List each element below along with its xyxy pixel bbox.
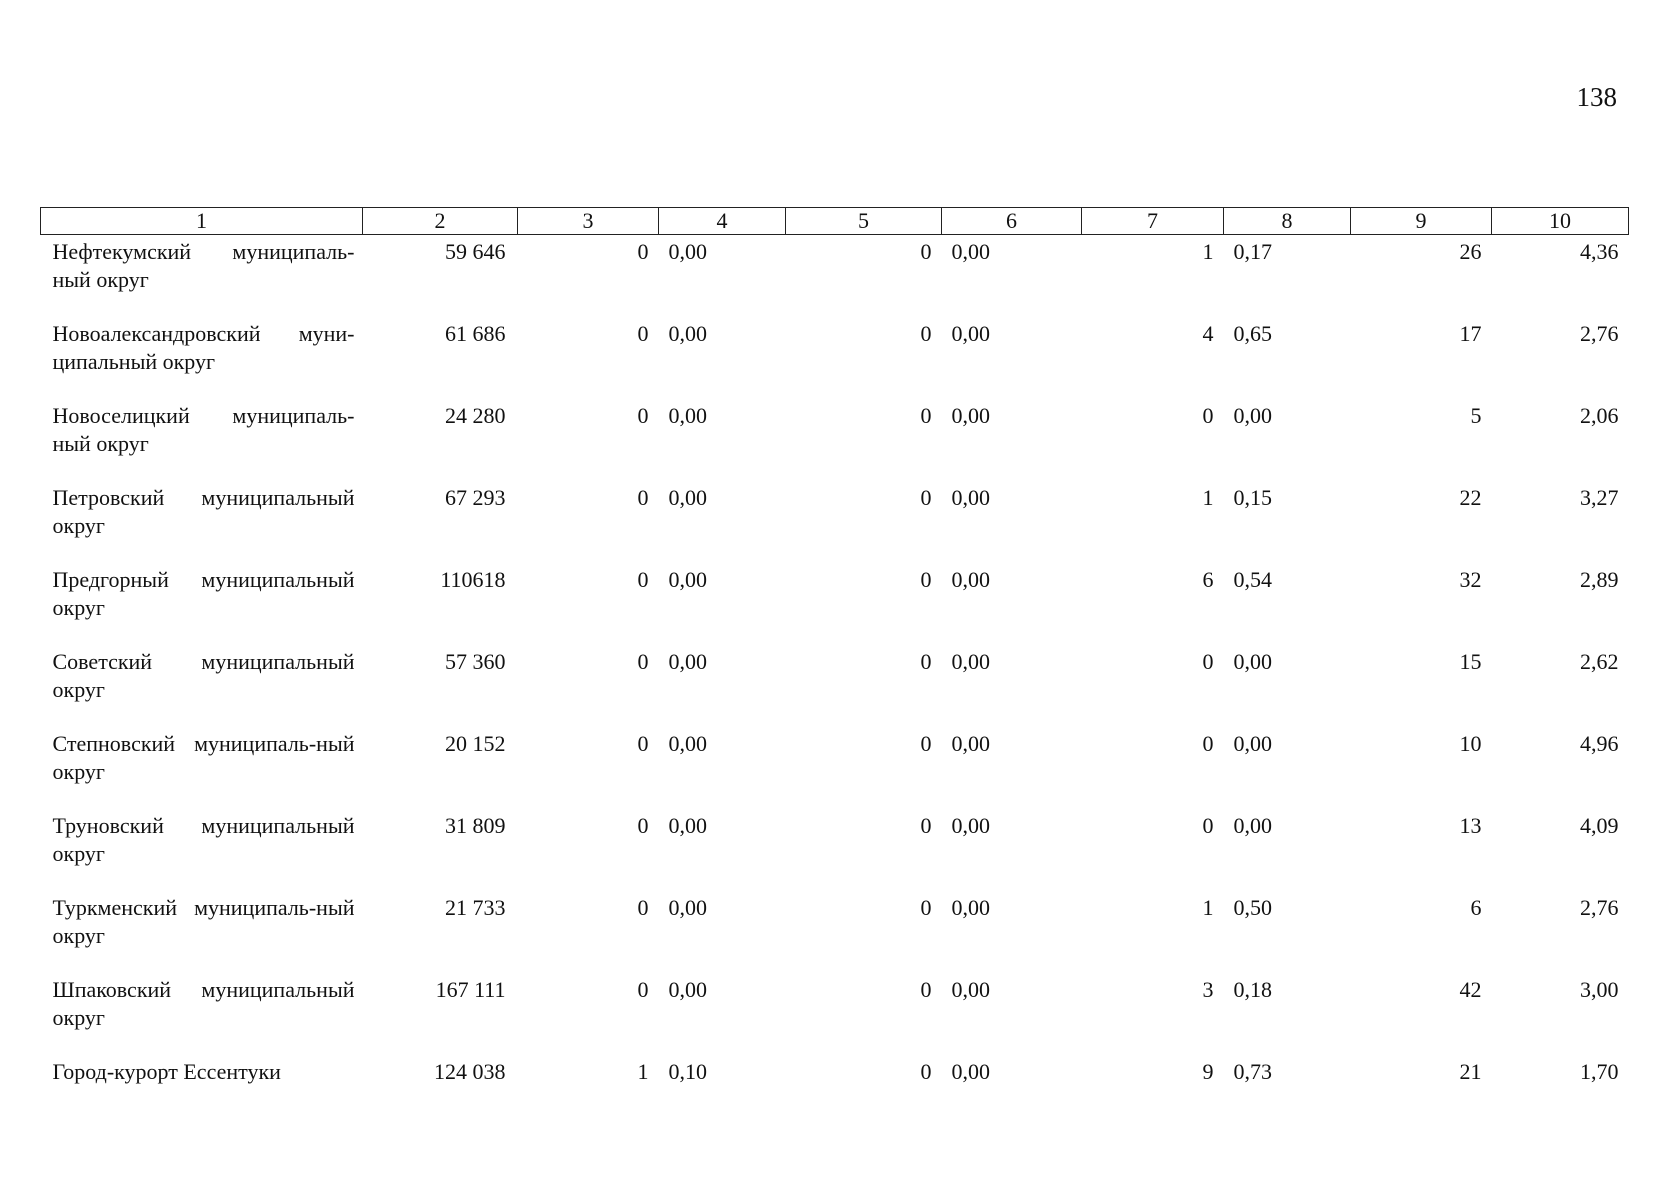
table-cell: 0,00 <box>668 239 707 264</box>
table-cell: 0,00 <box>951 894 990 920</box>
district-name: Город-курорт Ессентуки <box>52 1058 281 1084</box>
table-row <box>41 891 1629 973</box>
column-header: 3 <box>518 208 659 235</box>
table-row <box>41 317 1629 399</box>
table-cell: 0,00 <box>668 648 707 674</box>
page-number: 138 <box>1576 82 1617 112</box>
data-table <box>40 207 1629 1115</box>
table-cell: 0,65 <box>1233 320 1272 346</box>
table-cell: 0,00 <box>951 812 990 838</box>
table-cell: 5 <box>1470 402 1482 428</box>
table-cell: 0 <box>920 648 932 674</box>
table-cell: 21 <box>1459 1058 1482 1084</box>
table-cell: 0,00 <box>668 566 707 592</box>
table-cell: 0 <box>637 320 649 346</box>
table-cell: 0 <box>920 976 932 1002</box>
table-cell: 10 <box>1459 730 1482 756</box>
table-cell: 15 <box>1459 648 1482 674</box>
table-cell: 57 360 <box>445 648 506 674</box>
table-cell: 0 <box>1202 812 1214 838</box>
district-name: Шпаковский муниципальный округ <box>52 976 355 1030</box>
table-body <box>41 235 1629 1115</box>
column-header: 2 <box>363 208 518 235</box>
table-cell: 0 <box>637 402 649 428</box>
table-cell: 0,00 <box>1233 648 1272 674</box>
table-cell: 0,00 <box>951 976 990 1002</box>
table-row <box>41 973 1629 1055</box>
table-row <box>41 481 1629 563</box>
table-cell: 0,00 <box>1233 812 1272 838</box>
table-row <box>41 1055 1629 1115</box>
column-header: 1 <box>41 208 363 235</box>
table-cell: 1 <box>1202 239 1214 264</box>
table-cell: 1 <box>637 1058 649 1084</box>
table-cell: 32 <box>1459 566 1482 592</box>
table-row <box>41 235 1629 317</box>
table-cell: 0,50 <box>1233 894 1272 920</box>
data-table-container <box>40 207 1628 1115</box>
district-name: Туркменский муниципаль-ный округ <box>52 894 355 948</box>
table-cell: 22 <box>1459 484 1482 510</box>
column-header: 5 <box>786 208 942 235</box>
table-row <box>41 809 1629 891</box>
table-cell: 2,76 <box>1580 320 1619 346</box>
table-cell: 0 <box>920 730 932 756</box>
table-cell: 1,70 <box>1580 1058 1619 1084</box>
table-cell: 0,00 <box>951 1058 990 1084</box>
table-cell: 17 <box>1459 320 1482 346</box>
district-name: Новоселицкий муниципаль-ный округ <box>52 402 355 456</box>
table-cell: 0,00 <box>951 484 990 510</box>
table-cell: 1 <box>1202 484 1214 510</box>
district-name: Новоалександровский муни-ципальный округ <box>52 320 355 374</box>
table-cell: 0 <box>637 894 649 920</box>
table-cell: 0,00 <box>951 566 990 592</box>
table-cell: 0 <box>1202 730 1214 756</box>
table-cell: 21 733 <box>445 894 506 920</box>
table-cell: 167 111 <box>435 976 506 1002</box>
table-cell: 3,00 <box>1580 976 1619 1002</box>
table-cell: 6 <box>1202 566 1214 592</box>
table-cell: 0,00 <box>1233 402 1272 428</box>
table-cell: 0,18 <box>1233 976 1272 1002</box>
table-cell: 0,54 <box>1233 566 1272 592</box>
table-cell: 0,00 <box>668 894 707 920</box>
table-cell: 0,10 <box>668 1058 707 1084</box>
column-header: 9 <box>1351 208 1492 235</box>
table-cell: 0,00 <box>951 402 990 428</box>
header-row <box>41 208 1629 235</box>
table-cell: 6 <box>1470 894 1482 920</box>
table-cell: 0,00 <box>1233 730 1272 756</box>
table-cell: 3 <box>1202 976 1214 1002</box>
table-cell: 0 <box>1202 648 1214 674</box>
column-header: 10 <box>1492 208 1629 235</box>
district-name: Петровский муниципальный округ <box>52 484 355 538</box>
table-cell: 0,00 <box>668 402 707 428</box>
table-cell: 61 686 <box>445 320 506 346</box>
table-cell: 0 <box>637 484 649 510</box>
column-header: 4 <box>659 208 786 235</box>
table-cell: 0,00 <box>668 484 707 510</box>
table-row <box>41 645 1629 727</box>
table-cell: 0,00 <box>668 976 707 1002</box>
table-cell: 0 <box>920 320 932 346</box>
table-cell: 0 <box>637 239 649 264</box>
table-cell: 0 <box>920 566 932 592</box>
district-name: Предгорный муниципальный округ <box>52 566 355 620</box>
table-cell: 4,36 <box>1580 239 1619 264</box>
table-cell: 0 <box>637 648 649 674</box>
table-cell: 0 <box>1202 402 1214 428</box>
table-cell: 0 <box>920 239 932 264</box>
table-cell: 0 <box>920 402 932 428</box>
table-cell: 9 <box>1202 1058 1214 1084</box>
table-cell: 0 <box>920 1058 932 1084</box>
table-cell: 0,00 <box>951 320 990 346</box>
district-name: Степновский муниципаль-ный округ <box>52 730 355 784</box>
table-cell: 1 <box>1202 894 1214 920</box>
table-cell: 0,17 <box>1233 239 1272 264</box>
table-cell: 0 <box>637 976 649 1002</box>
table-cell: 59 646 <box>445 239 506 264</box>
table-cell: 2,62 <box>1580 648 1619 674</box>
table-cell: 2,06 <box>1580 402 1619 428</box>
column-header: 8 <box>1224 208 1351 235</box>
table-cell: 0 <box>637 812 649 838</box>
table-cell: 2,76 <box>1580 894 1619 920</box>
column-header: 6 <box>942 208 1082 235</box>
table-cell: 0 <box>920 812 932 838</box>
table-cell: 0,15 <box>1233 484 1272 510</box>
table-cell: 0,00 <box>668 320 707 346</box>
table-row <box>41 399 1629 481</box>
table-cell: 0 <box>920 484 932 510</box>
table-cell: 110618 <box>440 566 506 592</box>
table-cell: 42 <box>1459 976 1482 1002</box>
district-name: Советский муниципальный округ <box>52 648 355 702</box>
table-cell: 4,96 <box>1580 730 1619 756</box>
table-cell: 0,00 <box>951 648 990 674</box>
district-name: Нефтекумский муниципаль-ный округ <box>52 239 355 292</box>
column-header: 7 <box>1082 208 1224 235</box>
table-cell: 3,27 <box>1580 484 1619 510</box>
table-cell: 24 280 <box>445 402 506 428</box>
table-row <box>41 563 1629 645</box>
table-cell: 0 <box>920 894 932 920</box>
table-cell: 0 <box>637 566 649 592</box>
table-cell: 67 293 <box>445 484 506 510</box>
table-cell: 31 809 <box>445 812 506 838</box>
table-cell: 26 <box>1459 239 1482 264</box>
table-cell: 20 152 <box>445 730 506 756</box>
table-cell: 0,00 <box>951 239 990 264</box>
table-cell: 124 038 <box>434 1058 506 1084</box>
table-cell: 0,00 <box>668 812 707 838</box>
table-header <box>41 208 1629 235</box>
table-cell: 0 <box>637 730 649 756</box>
district-name: Труновский муниципальный округ <box>52 812 355 866</box>
table-cell: 4,09 <box>1580 812 1619 838</box>
table-cell: 0,00 <box>668 730 707 756</box>
table-row <box>41 727 1629 809</box>
table-cell: 4 <box>1202 320 1214 346</box>
table-cell: 13 <box>1459 812 1482 838</box>
table-cell: 2,89 <box>1580 566 1619 592</box>
table-cell: 0,73 <box>1233 1058 1272 1084</box>
table-cell: 0,00 <box>951 730 990 756</box>
